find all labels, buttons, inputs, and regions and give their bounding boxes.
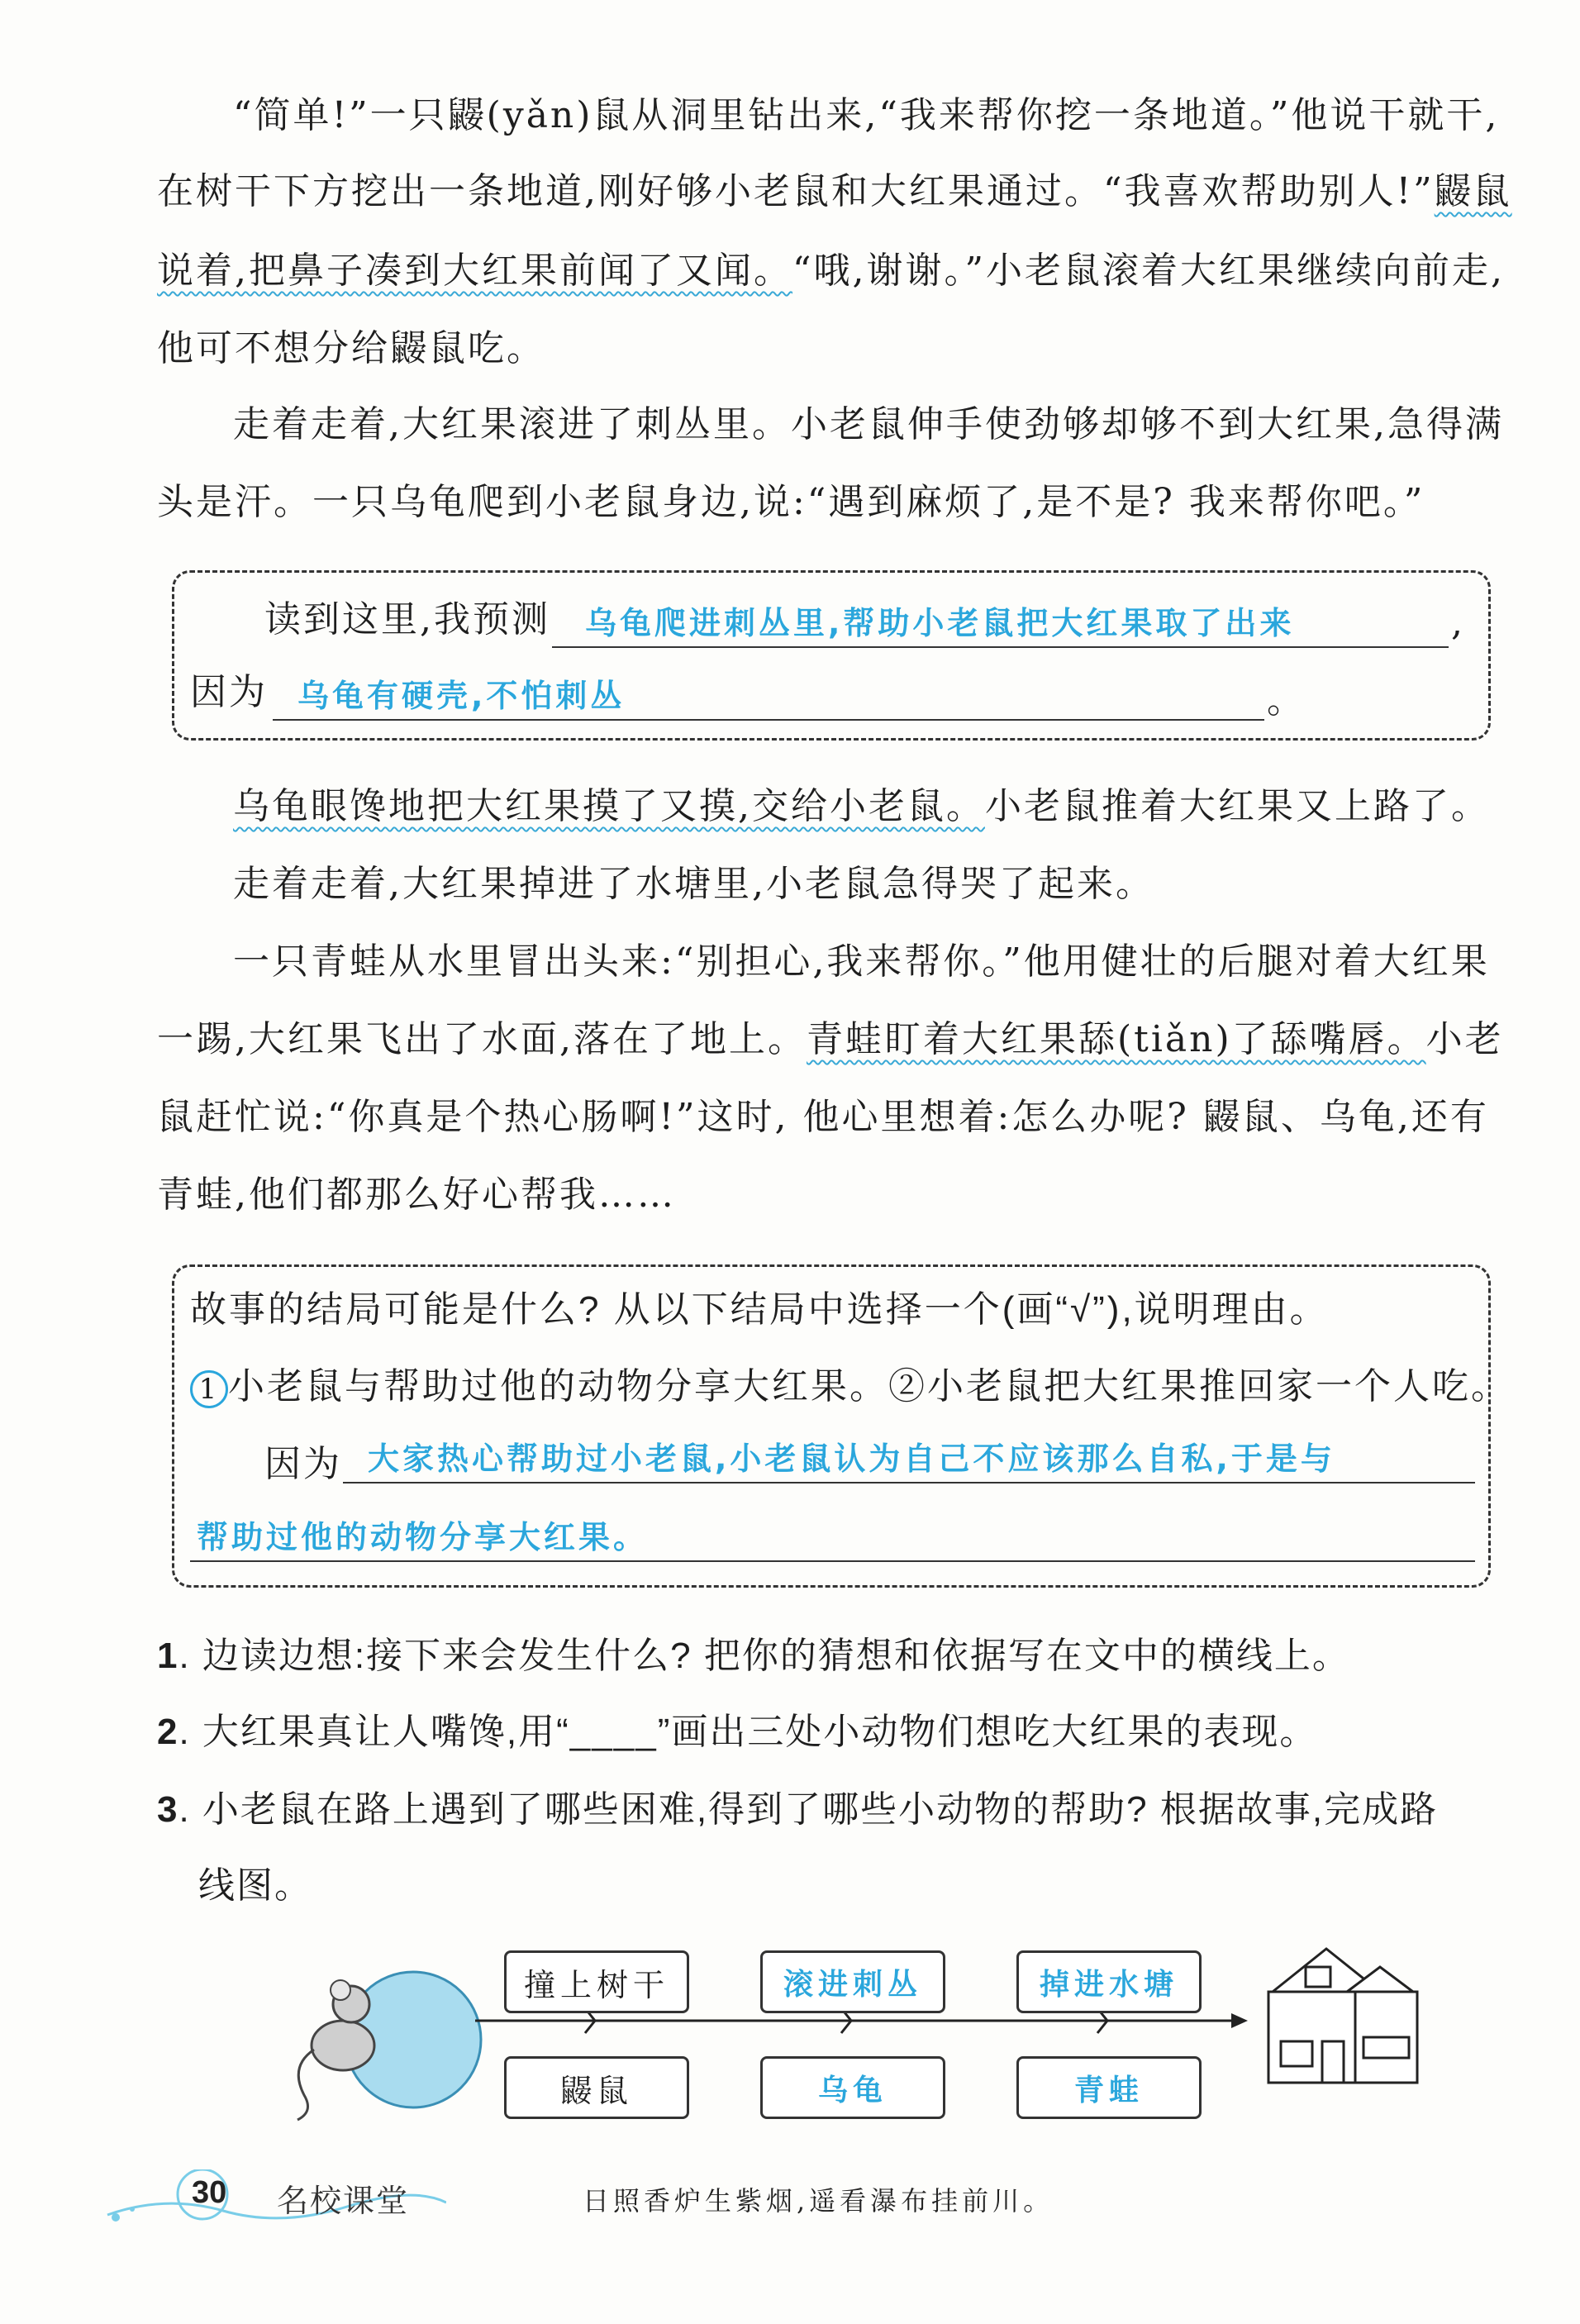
comma: , xyxy=(1451,602,1465,644)
passage-text: “哦,谢谢。”小老鼠滚着大红果继续向前走, xyxy=(792,250,1505,292)
question-number: 2 xyxy=(157,1712,179,1752)
option-2-text: ②小老鼠把大红果推回家一个人吃。 xyxy=(888,1365,1510,1407)
passage-text: 小老 xyxy=(1425,1018,1504,1060)
passage-line xyxy=(157,246,1505,296)
period: 。 xyxy=(1267,679,1306,721)
passage-line: 头是汗。一只乌龟爬到小老鼠身边,说:“遇到麻烦了,是不是? 我来帮你吧。” xyxy=(157,481,1425,523)
question-3 xyxy=(157,1785,1438,1835)
house-icon xyxy=(1268,1949,1417,2083)
brand-name: 名校课堂 xyxy=(277,2184,410,2219)
question-3-cont: 线图。 xyxy=(198,1865,312,1906)
helper-node-2[interactable]: 乌龟 xyxy=(760,2056,945,2119)
passage-line: 青蛙,他们都那么好心帮我…… xyxy=(157,1174,676,1216)
option-1-text: 小老鼠与帮助过他的动物分享大红果。 xyxy=(228,1365,888,1407)
underlined-text: 鼹鼠 xyxy=(1434,170,1512,212)
mouse-illustration xyxy=(312,2021,374,2070)
ending-options xyxy=(190,1362,1510,1412)
passage-line xyxy=(157,167,1512,217)
prediction-prompt: 读到这里,我预测 xyxy=(264,598,550,641)
because-label: 因为 xyxy=(264,1443,342,1485)
passage-line: “简单!”一只鼹(yǎn)鼠从洞里钻出来,“我来帮你挖一条地道。”他说干就干, xyxy=(233,94,1500,136)
reason-answer-field[interactable] xyxy=(273,671,1264,721)
ending-reason-field-line2[interactable] xyxy=(190,1512,1475,1562)
handwritten-answer: 帮助过他的动物分享大红果。 xyxy=(197,1519,649,1555)
passage-line xyxy=(157,1015,1504,1064)
passage-line: 一只青蛙从水里冒出头来:“别担心,我来帮你。”他用健壮的后腿对着大红果 xyxy=(233,941,1490,983)
question-number: 3 xyxy=(157,1789,179,1830)
page-number: 30 xyxy=(192,2175,227,2210)
handwritten-answer: 乌龟有硬壳,不怕刺丛 xyxy=(297,678,626,714)
passage-line: 他可不想分给鼹鼠吃。 xyxy=(157,327,545,369)
footer-poem: 日照香炉生紫烟,遥看瀑布挂前川。 xyxy=(583,2185,1054,2217)
passage-text: 一踢,大红果飞出了水面,落在了地上。 xyxy=(157,1018,807,1060)
ending-question: 故事的结局可能是什么? 从以下结局中选择一个(画“√”),说明理由。 xyxy=(190,1289,1329,1330)
question-text: . 边读边想:接下来会发生什么? 把你的猜想和依据写在文中的横线上。 xyxy=(178,1636,1350,1676)
underlined-text: 说着,把鼻子凑到大红果前闻了又闻。 xyxy=(157,250,792,292)
helper-node-3[interactable]: 青蛙 xyxy=(1016,2056,1202,2119)
difficulty-node-2[interactable]: 滚进刺丛 xyxy=(760,1950,945,2013)
passage-line: 鼠赶忙说:“你真是个热心肠啊!”这时, 他心里想着:怎么办呢? 鼹鼠、乌龟,还有 xyxy=(157,1096,1489,1138)
difficulty-node-3[interactable]: 掉进水塘 xyxy=(1016,1950,1202,2013)
helper-node-1: 鼹鼠 xyxy=(504,2056,689,2119)
handwritten-answer: 乌龟爬进刺丛里,帮助小老鼠把大红果取了出来 xyxy=(585,605,1295,641)
prediction-answer-field[interactable] xyxy=(552,598,1449,648)
question-text: . 小老鼠在路上遇到了哪些困难,得到了哪些小动物的帮助? 根据故事,完成路 xyxy=(178,1789,1439,1830)
passage-line: 走着走着,大红果滚进了刺丛里。小老鼠伸手使劲够却够不到大红果,急得满 xyxy=(233,403,1504,445)
question-text: . 大红果真让人嘴馋,用“____”画出三处小动物们想吃大红果的表现。 xyxy=(178,1712,1318,1752)
option-1-checkmark[interactable]: 1 xyxy=(190,1370,228,1408)
passage-line: 走着走着,大红果掉进了水塘里,小老鼠急得哭了起来。 xyxy=(233,863,1154,905)
underlined-text: 乌龟眼馋地把大红果摸了又摸,交给小老鼠。 xyxy=(233,785,985,827)
handwritten-answer: 大家热心帮助过小老鼠,小老鼠认为自己不应该那么自私,于是与 xyxy=(368,1441,1335,1477)
passage-line xyxy=(233,782,1490,831)
ending-reason-field[interactable] xyxy=(343,1434,1475,1483)
underlined-text: 青蛙盯着大红果舔(tiǎn)了舔嘴唇。 xyxy=(806,1018,1426,1060)
question-2 xyxy=(157,1707,1317,1757)
passage-text: 在树干下方挖出一条地道,刚好够小老鼠和大红果通过。“我喜欢帮助别人!” xyxy=(157,170,1435,212)
passage-text: 小老鼠推着大红果又上路了。 xyxy=(985,785,1490,827)
question-number: 1 xyxy=(157,1636,179,1676)
because-label: 因为 xyxy=(190,671,268,713)
difficulty-node-1: 撞上树干 xyxy=(504,1950,689,2013)
question-1 xyxy=(157,1631,1350,1681)
